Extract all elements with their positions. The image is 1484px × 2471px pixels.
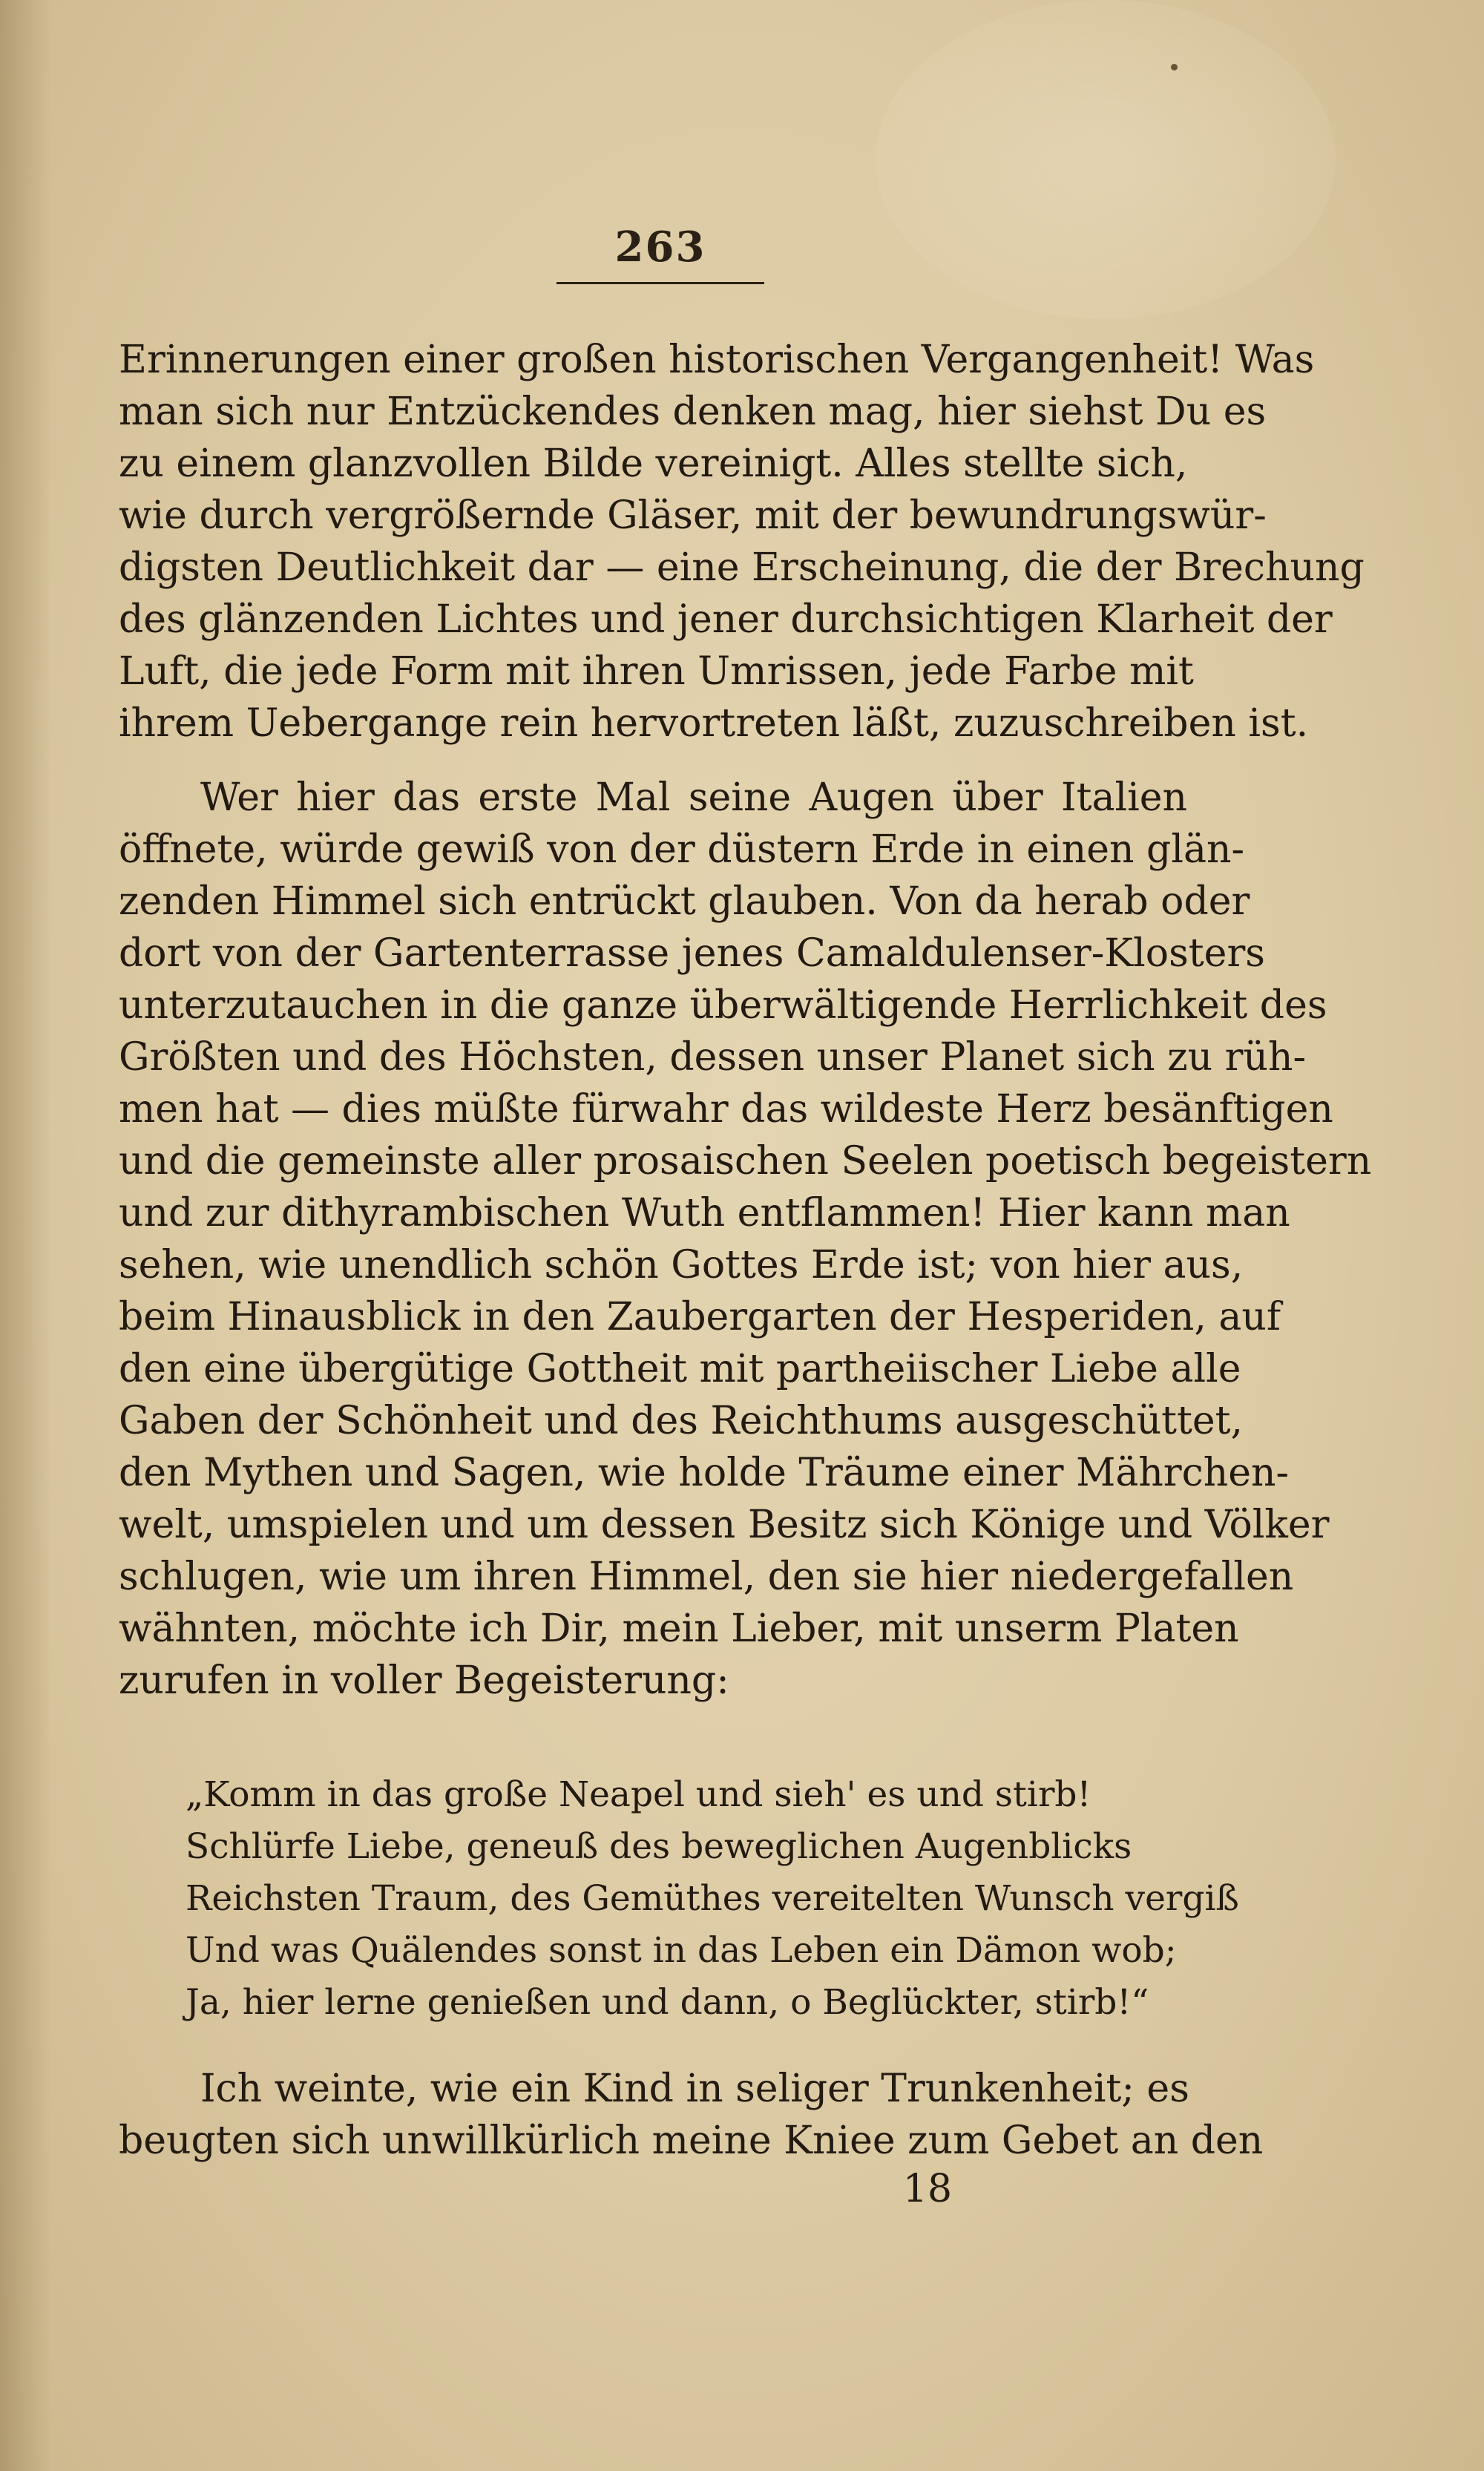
text-line: beim Hinausblick in den Zaubergarten der Hesperiden, auf [119,1295,1281,1339]
text-line: und zur dithyrambischen Wuth entflammen! Hier kann man [119,1191,1290,1236]
paragraph-3 [119,2063,1264,2167]
text-line: Gaben der Schönheit und des Reichthums ausgeschüttet, [119,1399,1244,1443]
text-line: Ich weinte, wie ein Kind in seliger Trunkenheit; es [200,2067,1189,2111]
text-line: dort von der Gartenterrasse jenes Camaldulenser-Klosters [119,931,1265,976]
text-line: Wer hier das erste Mal seine Augen über Italien [200,775,1187,820]
text-line: und die gemeinste aller prosaischen Seelen poetisch begeistern [119,1139,1372,1184]
page-number: 263 [614,223,706,272]
signature-mark: 18 [902,2167,953,2211]
gutter-shadow [0,0,52,2471]
poem-line: Schlürfe Liebe, geneuß des beweglichen Augenblicks [186,1826,1132,1867]
text-line: man sich nur Entzückendes denken mag, hier siehst Du es [119,390,1267,434]
header-rule [556,282,764,284]
poem-line: „Komm in das große Neapel und sieh' es und stirb! [186,1774,1091,1815]
text-line: men hat — dies müßte fürwahr das wildeste Herz besänftigen [119,1087,1333,1132]
text-line: den eine übergütige Gottheit mit partheiischer Liebe alle [119,1347,1241,1391]
poem-line: Reichsten Traum, des Gemüthes vereitelten Wunsch vergiß [186,1878,1239,1919]
text-line: des glänzenden Lichtes und jener durchsichtigen Klarheit der [119,597,1333,642]
text-line: den Mythen und Sagen, wie holde Träume einer Mährchen- [119,1451,1290,1495]
text-line: beugten sich unwillkürlich meine Kniee zum Gebet an den [119,2119,1264,2163]
text-line: Luft, die jede Form mit ihren Umrissen, jede Farbe mit [119,649,1194,694]
text-line: Erinnerungen einer großen historischen Vergangenheit! Was [119,338,1315,382]
poem-line: Und was Quälendes sonst in das Leben ein Dämon wob; [186,1930,1177,1971]
poem-quote [186,1770,1239,2029]
text-line: unterzutauchen in die ganze überwältigende Herrlichkeit des [119,983,1327,1028]
paragraph-2 [119,772,1372,1707]
text-line: wie durch vergrößernde Gläser, mit der bewundrungswür- [119,493,1267,538]
text-line: zenden Himmel sich entrückt glauben. Von da herab oder [119,879,1250,924]
text-line: sehen, wie unendlich schön Gottes Erde ist; von hier aus, [119,1243,1244,1287]
text-line: öffnete, würde gewiß von der düstern Erde in einen glän- [119,827,1245,872]
paragraph-1 [119,334,1365,749]
text-line: ihrem Uebergange rein hervortreten läßt, zuzuschreiben ist. [119,701,1309,746]
text-line: zurufen in voller Begeisterung: [119,1658,729,1703]
ink-dot [1171,64,1178,70]
text-line: zu einem glanzvollen Bilde vereinigt. Alles stellte sich, [119,442,1188,486]
paper-stain [876,0,1336,319]
text-line: schlugen, wie um ihren Himmel, den sie hier niedergefallen [119,1555,1294,1599]
text-line: welt, umspielen und um dessen Besitz sich Könige und Völker [119,1503,1330,1547]
text-line: digsten Deutlichkeit dar — eine Erscheinung, die der Brechung [119,545,1365,590]
text-line: wähnten, möchte ich Dir, mein Lieber, mit unserm Platen [119,1607,1239,1651]
text-line: Größten und des Höchsten, dessen unser Planet sich zu rüh- [119,1035,1307,1080]
poem-line: Ja, hier lerne genießen und dann, o Beglückter, stirb!“ [186,1982,1149,2023]
